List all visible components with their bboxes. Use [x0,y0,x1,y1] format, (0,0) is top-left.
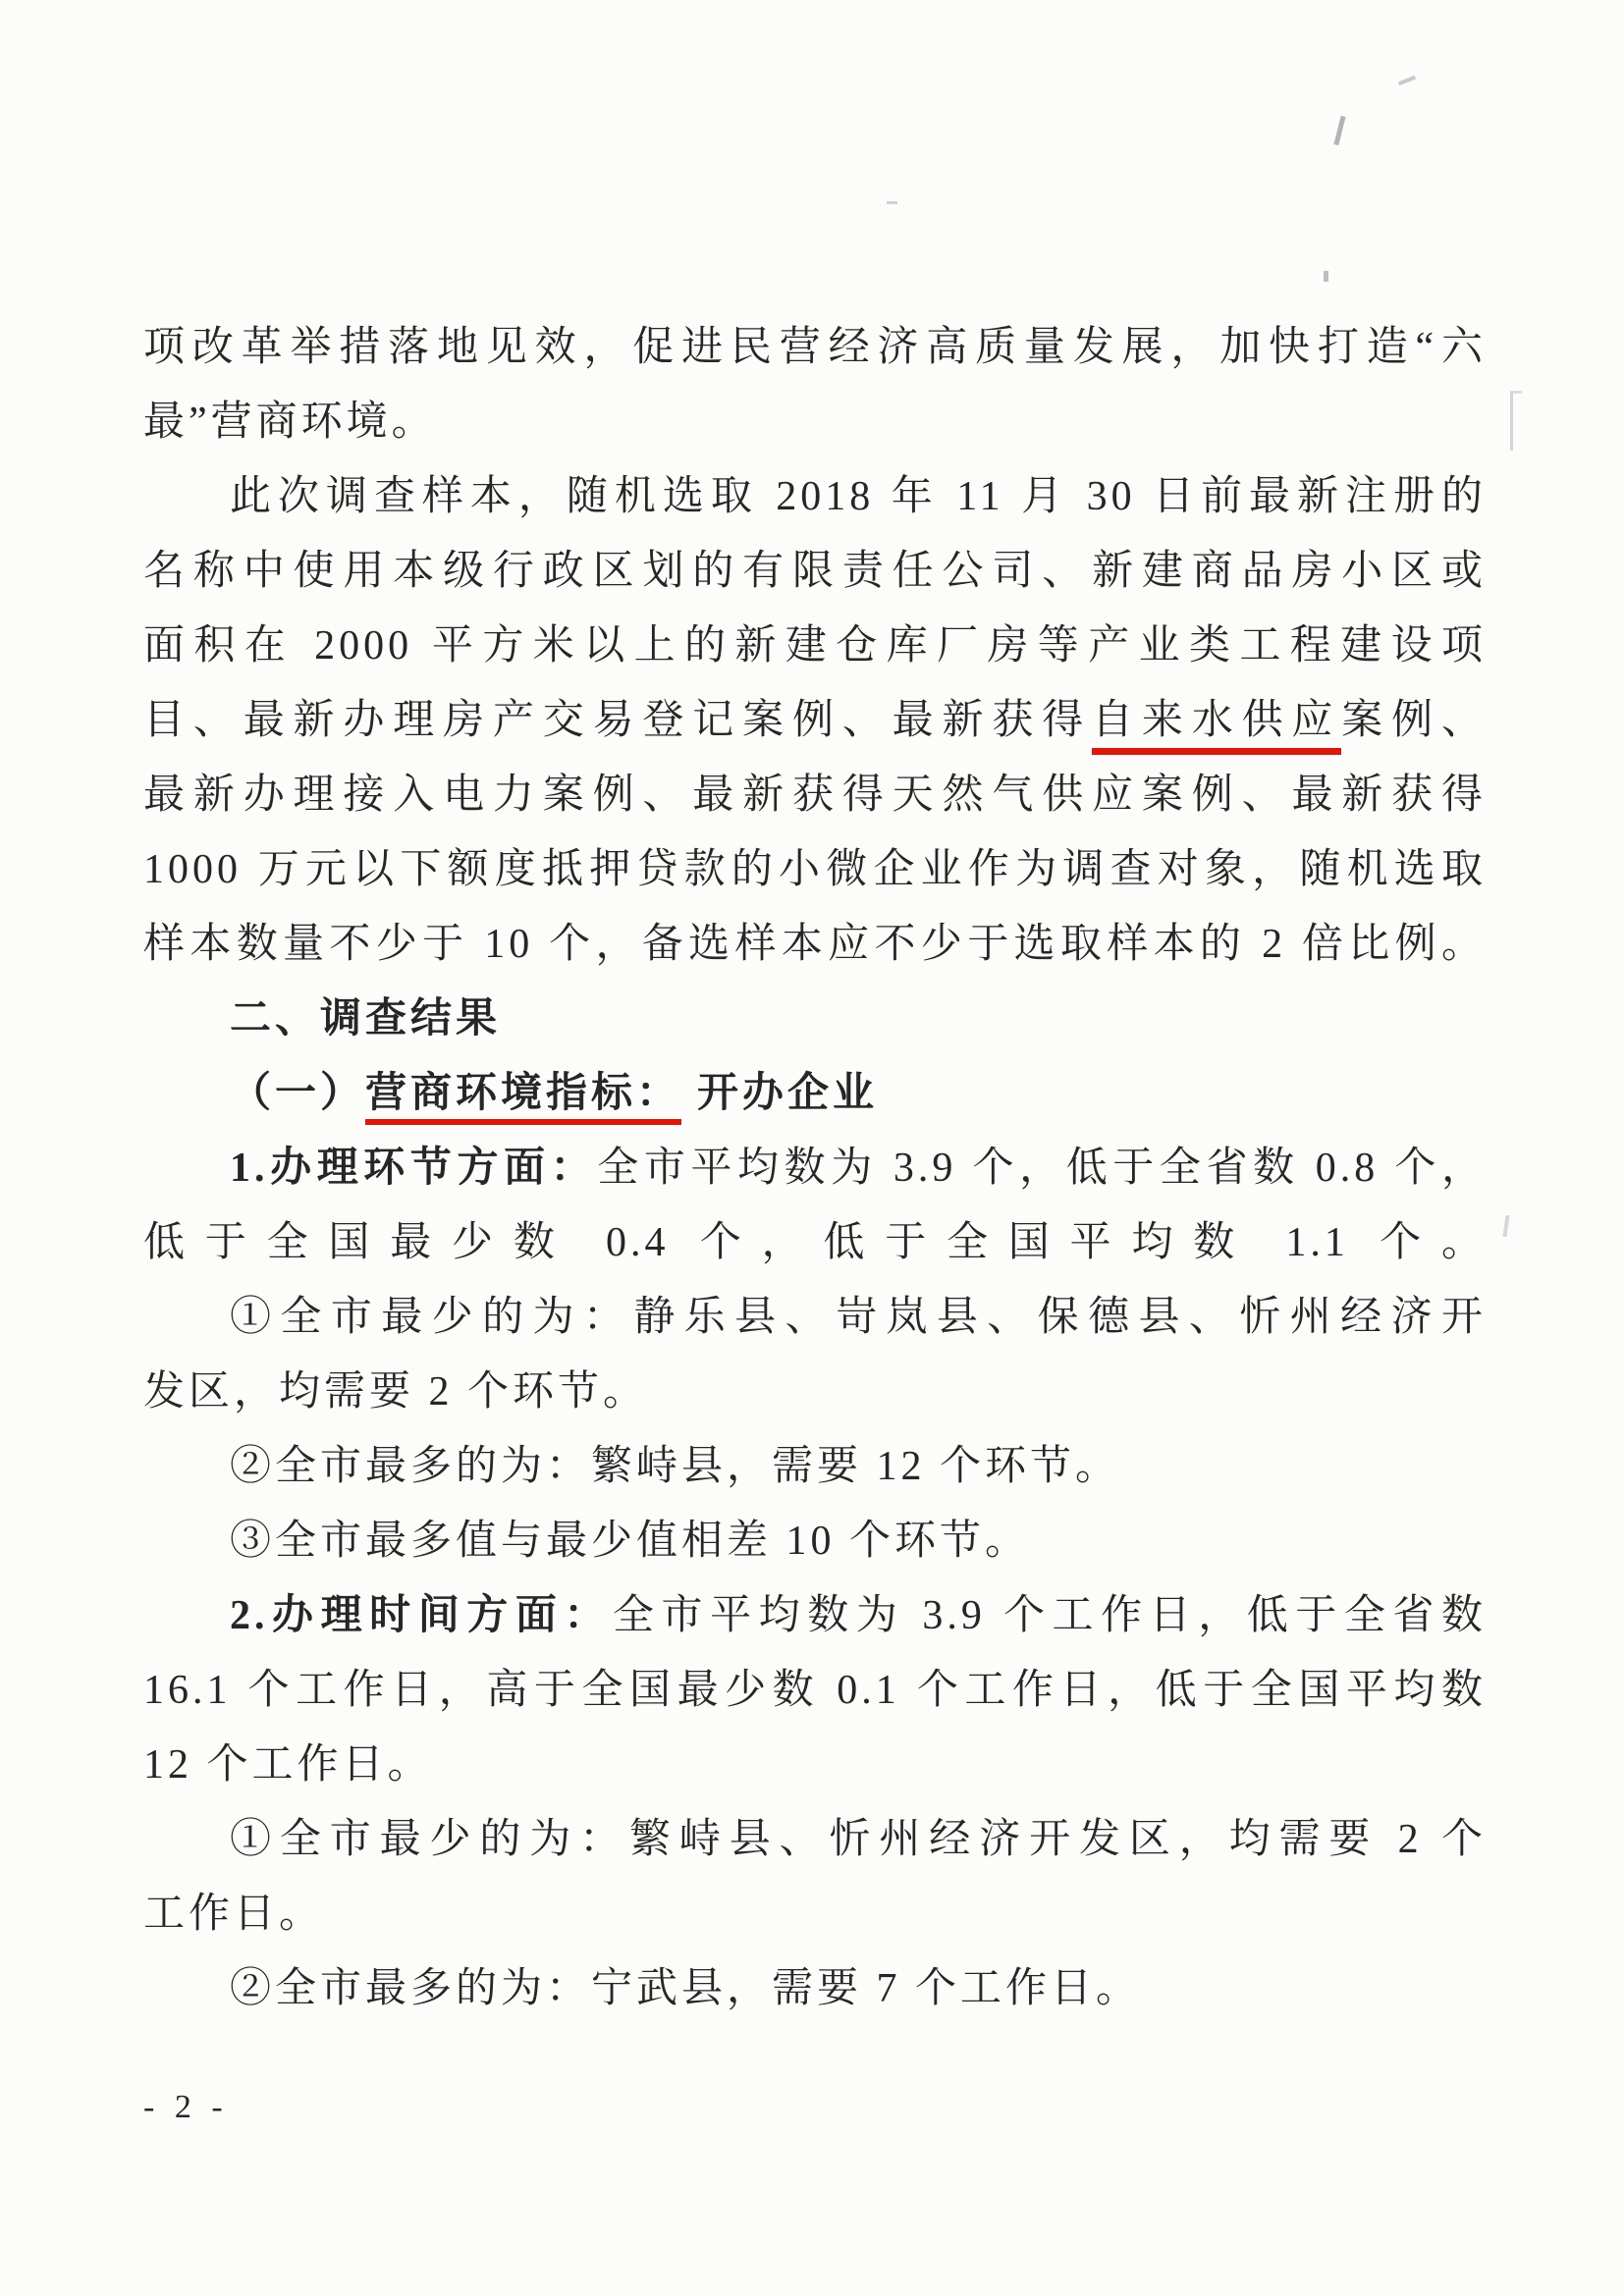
text-line: 发区，均需要 2 个环节。 [143,1369,649,1415]
text-line: 最新办理接入电力案例、最新获得天然气供应案例、最新获得 [143,773,1487,818]
text-line: 此次调查样本，随机选取 2018 年 11 月 30 日前最新注册的 [230,474,1487,519]
text-segment: 案例、 [1341,698,1487,743]
scan-artifact [887,201,897,204]
text-line: ②全市最多的为：繁峙县，需要 12 个环节。 [230,1444,1121,1489]
text-line: 名称中使用本级行政区划的有限责任公司、新建商品房小区或 [143,549,1487,594]
text-line: 样本数量不少于 10 个，备选样本应不少于选取样本的 2 倍比例。 [143,922,1487,967]
text-line [143,1131,1487,1205]
heading-suffix: 开办企业 [697,1071,879,1116]
text-line: 16.1 个工作日，高于全国最少数 0.1 个工作日，低于全国平均数 [143,1668,1487,1713]
red-underlined-heading: 营商环境指标： [365,1071,681,1125]
text-line: 12 个工作日。 [143,1742,433,1788]
text-segment: 目、最新办理房产交易登记案例、最新获得 [143,698,1093,743]
text-segment: 全市平均数为 3.9 个，低于全省数 0.8 个， [597,1146,1487,1191]
subsection-heading [143,1056,1487,1131]
item-lead-bold: 1.办理环节方面： [230,1146,598,1191]
text-line: 面积在 2000 平方米以上的新建仓库厂房等产业类工程建设项 [143,623,1487,668]
scan-artifact [1510,391,1522,451]
document-body [143,310,1487,2026]
scan-artifact [1398,76,1416,85]
scan-artifact [1324,271,1328,282]
text-line: ②全市最多的为：宁武县，需要 7 个工作日。 [230,1966,1142,2011]
text-line: ③全市最多值与最少值相差 10 个环节。 [230,1519,1031,1564]
red-underlined-text: 自来水供应 [1092,698,1341,755]
text-segment: 全市平均数为 3.9 个工作日，低于全省数 [612,1593,1487,1638]
text-line: ①全市最少的为：繁峙县、忻州经济开发区，均需要 2 个 [230,1817,1487,1862]
text-line [143,683,1487,758]
text-line: 低于全国最少数 0.4 个，低于全国平均数 1.1 个。 [143,1220,1487,1265]
section-heading: 二、调查结果 [230,996,502,1041]
text-line: 项改革举措落地见效，促进民营经济高质量发展，加快打造“六 [143,325,1487,370]
text-line [143,1578,1487,1653]
text-line: 工作日。 [143,1892,325,1937]
scan-artifact [1502,1215,1509,1237]
scan-artifact [1333,116,1345,145]
text-line: 1000 万元以下额度抵押贷款的小微企业作为调查对象，随机选取 [143,847,1487,892]
text-line: 最”营商环境。 [143,400,437,445]
text-line: ①全市最少的为：静乐县、岢岚县、保德县、忻州经济开 [230,1295,1487,1340]
heading-prefix: （一） [230,1071,366,1116]
item-lead-bold: 2.办理时间方面： [230,1593,613,1638]
page-number: - 2 - [143,2089,229,2125]
